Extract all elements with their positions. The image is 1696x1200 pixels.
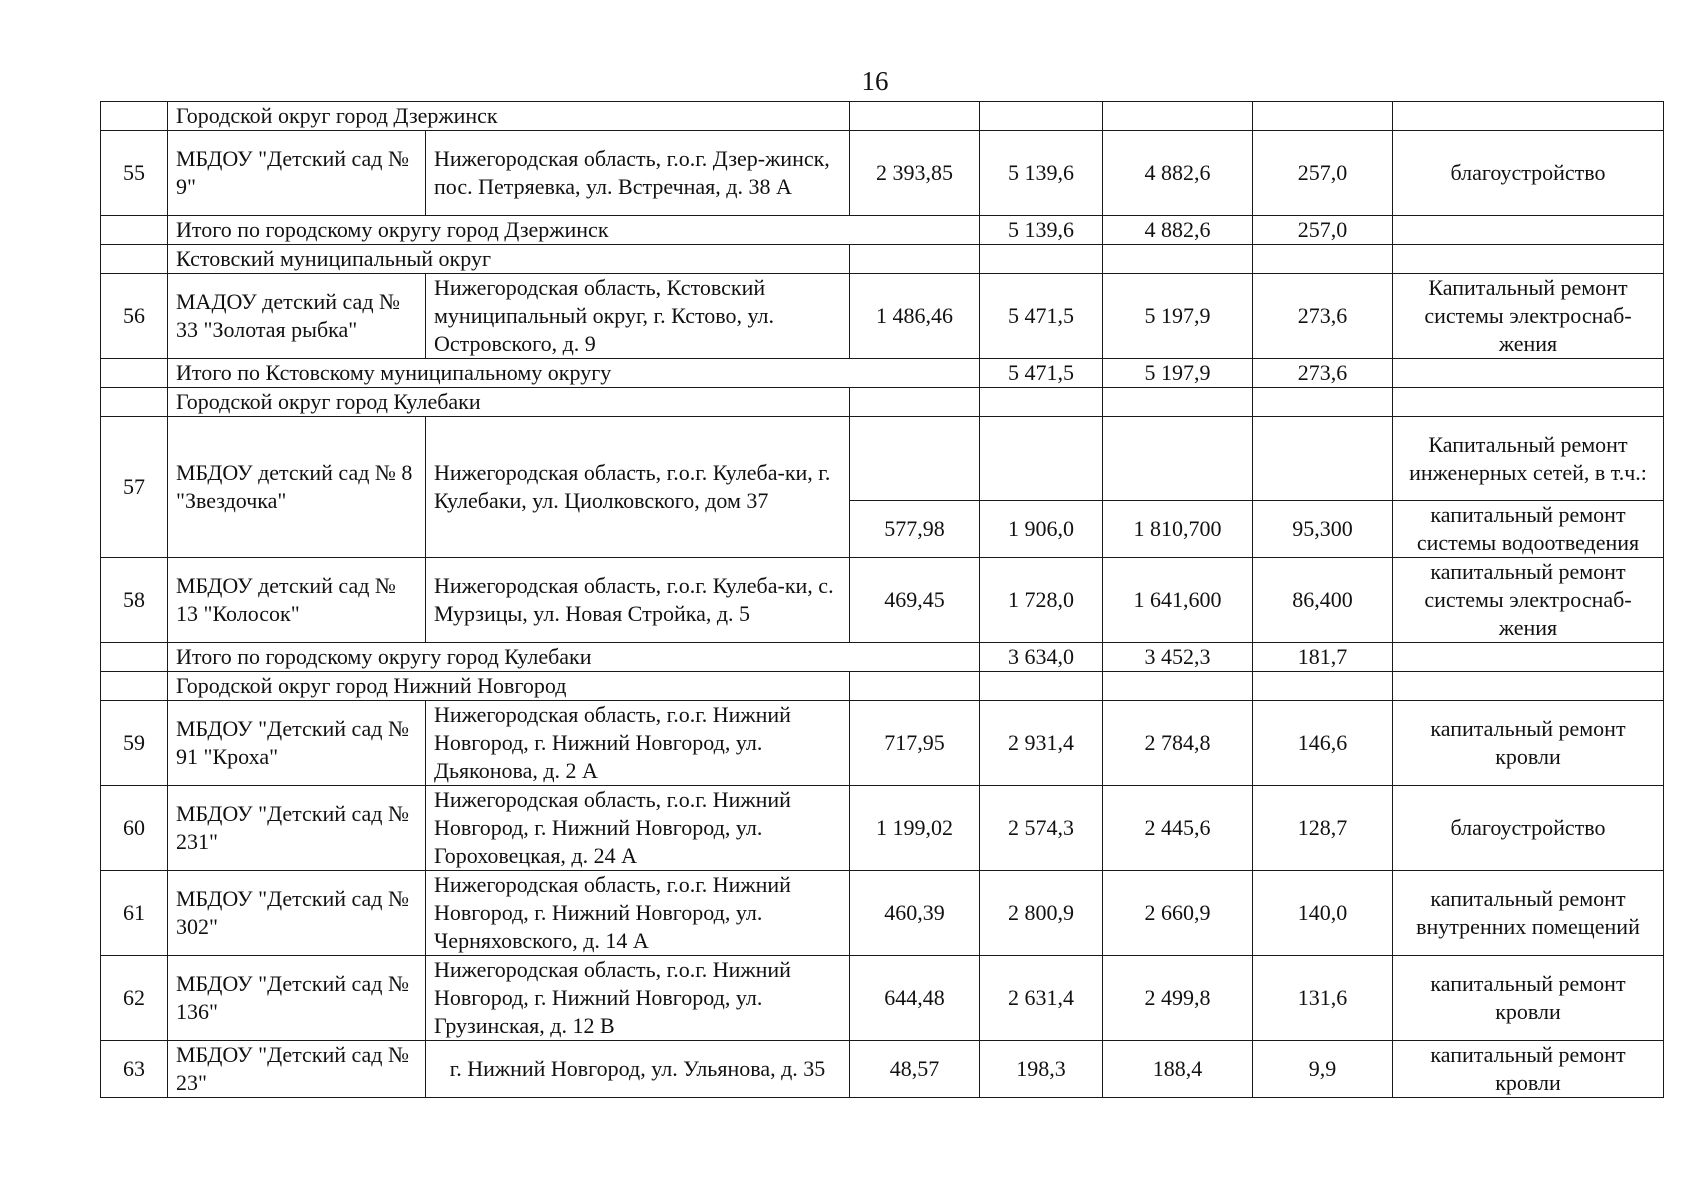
institution-name: МАДОУ детский сад № 33 "Золотая рыбка" (168, 274, 426, 359)
row-number: 58 (101, 558, 168, 643)
empty-cell (101, 359, 168, 388)
empty-cell (1393, 672, 1664, 701)
empty-cell (101, 388, 168, 417)
area-value: 577,98 (850, 501, 980, 558)
section-total-value: 3 634,0 (980, 643, 1103, 672)
regional-value: 2 660,9 (1103, 871, 1253, 956)
institution-name: МБДОУ "Детский сад № 136" (168, 956, 426, 1041)
empty-cell (850, 102, 980, 131)
municipal-value: 140,0 (1253, 871, 1393, 956)
section-total-row (101, 216, 1664, 245)
institution-address: г. Нижний Новгород, ул. Ульянова, д. 35 (426, 1041, 850, 1098)
empty-cell (850, 388, 980, 417)
table-row (101, 417, 1664, 501)
section-header-row (101, 672, 1664, 701)
empty-cell (101, 216, 168, 245)
work-type: благоустройство (1393, 786, 1664, 871)
section-total-label: Итого по городскому округу город Кулебаки (168, 643, 980, 672)
work-type: Капитальный ремонт системы электроснаб-жения (1393, 274, 1664, 359)
section-municipal-value: 273,6 (1253, 359, 1393, 388)
empty-cell (101, 102, 168, 131)
section-header-row (101, 245, 1664, 274)
area-value: 1 199,02 (850, 786, 980, 871)
empty-cell (1393, 245, 1664, 274)
work-type: капитальный ремонт кровли (1393, 701, 1664, 786)
institution-address: Нижегородская область, г.о.г. Кулеба-ки, с. Мурзицы, ул. Новая Стройка, д. 5 (426, 558, 850, 643)
section-total-label: Итого по городскому округу город Дзержинск (168, 216, 980, 245)
empty-cell (850, 672, 980, 701)
total-value: 198,3 (980, 1041, 1103, 1098)
section-regional-value: 4 882,6 (1103, 216, 1253, 245)
row-number: 55 (101, 131, 168, 216)
table-row (101, 786, 1664, 871)
section-total-value: 5 471,5 (980, 359, 1103, 388)
table-row (101, 701, 1664, 786)
row-number: 61 (101, 871, 168, 956)
empty-cell (1103, 417, 1253, 501)
section-header-row (101, 102, 1664, 131)
empty-cell (980, 102, 1103, 131)
total-value: 2 574,3 (980, 786, 1103, 871)
total-value: 2 800,9 (980, 871, 1103, 956)
row-number: 62 (101, 956, 168, 1041)
regional-value: 2 445,6 (1103, 786, 1253, 871)
empty-cell (1103, 672, 1253, 701)
objects-table (100, 101, 1664, 1098)
area-value: 469,45 (850, 558, 980, 643)
municipal-value: 86,400 (1253, 558, 1393, 643)
institution-name: МБДОУ "Детский сад № 91 "Кроха" (168, 701, 426, 786)
total-value: 2 931,4 (980, 701, 1103, 786)
empty-cell (980, 672, 1103, 701)
section-total-row (101, 359, 1664, 388)
empty-cell (1103, 388, 1253, 417)
municipal-value: 95,300 (1253, 501, 1393, 558)
empty-cell (1103, 102, 1253, 131)
regional-value: 1 641,600 (1103, 558, 1253, 643)
regional-value: 1 810,700 (1103, 501, 1253, 558)
empty-cell (1253, 388, 1393, 417)
area-value: 717,95 (850, 701, 980, 786)
institution-address: Нижегородская область, г.о.г. Дзер-жинск, пос. Петряевка, ул. Встречная, д. 38 А (426, 131, 850, 216)
table-row (101, 1041, 1664, 1098)
empty-cell (1253, 417, 1393, 501)
institution-name: МБДОУ детский сад № 13 "Колосок" (168, 558, 426, 643)
empty-cell (1253, 245, 1393, 274)
empty-cell (1393, 388, 1664, 417)
total-value: 1 728,0 (980, 558, 1103, 643)
empty-cell (980, 417, 1103, 501)
area-value: 644,48 (850, 956, 980, 1041)
section-total-row (101, 643, 1664, 672)
empty-cell (980, 388, 1103, 417)
institution-address: Нижегородская область, г.о.г. Нижний Новгород, г. Нижний Новгород, ул. Дьяконова, д. 2 А (426, 701, 850, 786)
section-total-value: 5 139,6 (980, 216, 1103, 245)
regional-value: 2 499,8 (1103, 956, 1253, 1041)
table-row (101, 956, 1664, 1041)
work-type: капитальный ремонт системы электроснаб-жения (1393, 558, 1664, 643)
section-header: Городской округ город Дзержинск (168, 102, 850, 131)
institution-address: Нижегородская область, г.о.г. Нижний Новгород, г. Нижний Новгород, ул. Черняховского, д. 14 А (426, 871, 850, 956)
institution-name: МБДОУ "Детский сад № 23" (168, 1041, 426, 1098)
table-row (101, 131, 1664, 216)
institution-name: МБДОУ "Детский сад № 9" (168, 131, 426, 216)
total-value: 5 139,6 (980, 131, 1103, 216)
work-type: капитальный ремонт кровли (1393, 956, 1664, 1041)
row-number: 57 (101, 417, 168, 558)
municipal-value: 128,7 (1253, 786, 1393, 871)
empty-cell (101, 245, 168, 274)
section-header: Городской округ город Кулебаки (168, 388, 850, 417)
page-number: 16 (861, 66, 889, 96)
institution-address: Нижегородская область, Кстовский муниципальный округ, г. Кстово, ул. Островского, д. 9 (426, 274, 850, 359)
regional-value: 5 197,9 (1103, 274, 1253, 359)
institution-address: Нижегородская область, г.о.г. Нижний Новгород, г. Нижний Новгород, ул. Гороховецкая, д. 24 А (426, 786, 850, 871)
institution-name: МБДОУ "Детский сад № 231" (168, 786, 426, 871)
empty-cell (1393, 643, 1664, 672)
row-number: 63 (101, 1041, 168, 1098)
area-value: 48,57 (850, 1041, 980, 1098)
row-number: 60 (101, 786, 168, 871)
municipal-value: 131,6 (1253, 956, 1393, 1041)
municipal-value: 257,0 (1253, 131, 1393, 216)
section-header: Кстовский муниципальный округ (168, 245, 850, 274)
section-municipal-value: 257,0 (1253, 216, 1393, 245)
work-type: благоустройство (1393, 131, 1664, 216)
total-value: 2 631,4 (980, 956, 1103, 1041)
empty-cell (850, 245, 980, 274)
area-value: 1 486,46 (850, 274, 980, 359)
regional-value: 4 882,6 (1103, 131, 1253, 216)
institution-address: Нижегородская область, г.о.г. Кулеба-ки, г. Кулебаки, ул. Циолковского, дом 37 (426, 417, 850, 558)
section-regional-value: 3 452,3 (1103, 643, 1253, 672)
section-header: Городской округ город Нижний Новгород (168, 672, 850, 701)
empty-cell (980, 245, 1103, 274)
area-value: 2 393,85 (850, 131, 980, 216)
empty-cell (850, 417, 980, 501)
row-number: 56 (101, 274, 168, 359)
regional-value: 2 784,8 (1103, 701, 1253, 786)
municipal-value: 273,6 (1253, 274, 1393, 359)
empty-cell (1253, 672, 1393, 701)
empty-cell (101, 643, 168, 672)
section-total-label: Итого по Кстовскому муниципальному округу (168, 359, 980, 388)
institution-address: Нижегородская область, г.о.г. Нижний Новгород, г. Нижний Новгород, ул. Грузинская, д. 12 В (426, 956, 850, 1041)
table-row (101, 871, 1664, 956)
section-header-row (101, 388, 1664, 417)
work-type: капитальный ремонт кровли (1393, 1041, 1664, 1098)
total-value: 1 906,0 (980, 501, 1103, 558)
row-number: 59 (101, 701, 168, 786)
empty-cell (1393, 359, 1664, 388)
empty-cell (1393, 102, 1664, 131)
municipal-value: 9,9 (1253, 1041, 1393, 1098)
work-type: капитальный ремонт внутренних помещений (1393, 871, 1664, 956)
section-regional-value: 5 197,9 (1103, 359, 1253, 388)
table-row (101, 274, 1664, 359)
table-row (101, 558, 1664, 643)
regional-value: 188,4 (1103, 1041, 1253, 1098)
work-type: капитальный ремонт системы водоотведения (1393, 501, 1664, 558)
institution-name: МБДОУ "Детский сад № 302" (168, 871, 426, 956)
total-value: 5 471,5 (980, 274, 1103, 359)
empty-cell (101, 672, 168, 701)
work-type-header: Капитальный ремонт инженерных сетей, в т.ч.: (1393, 417, 1664, 501)
municipal-value: 146,6 (1253, 701, 1393, 786)
empty-cell (1103, 245, 1253, 274)
institution-name: МБДОУ детский сад № 8 "Звездочка" (168, 417, 426, 558)
empty-cell (1393, 216, 1664, 245)
area-value: 460,39 (850, 871, 980, 956)
empty-cell (1253, 102, 1393, 131)
section-municipal-value: 181,7 (1253, 643, 1393, 672)
